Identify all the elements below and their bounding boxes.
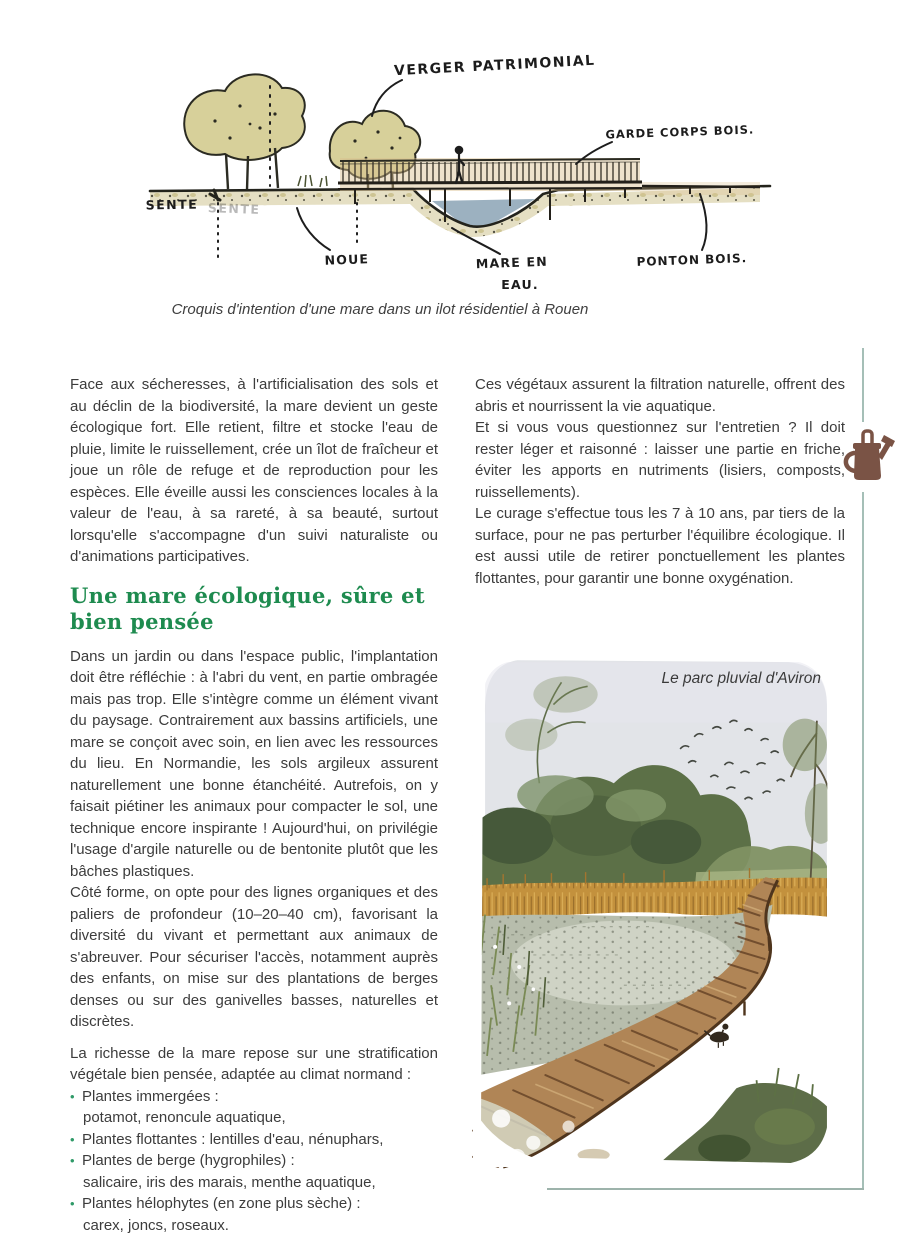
label-garde-corps: GARDE CORPS BOIS. (605, 122, 754, 141)
bullet-label: Plantes de berge (hygrophiles) : (82, 1150, 438, 1172)
list-item (70, 1086, 438, 1129)
implantation-paragraph: Dans un jardin ou dans l'espace public, l'implantation doit être réfléchie : à l'abri du vent, en partie ombragée mais pas trop. Elle s'intègre comme un élément vivant du paysage. Contrairement aux bassins artificiels, une mare se conçoit avec soin, en lien avec les ressources du lieu. En Normandie, les sols argileux assurent naturellement une bonne étanchéité. Autrefois, on y faisait piétiner les animaux pour compacter le sol, une technique encore inspirante ! Aujourd'hui, on privilégie l'usage d'argile naturelle ou de bentonite plutôt que les bâches plastiques. (70, 646, 438, 883)
pond-section-sketch (130, 36, 780, 298)
bullet-sub: salicaire, iris des marais, menthe aquatique, (82, 1172, 438, 1194)
forme-paragraph: Côté forme, on opte pour des lignes organiques et des paliers de profondeur (10–20–40 cm), favorisant la diversité du vivant et permettant aux animaux de s'abreuver. Pour sécuriser l'accès, notamment auprès des enfants, on mise sur des plantations de berges denses ou sur des ganivelles basses, naturelles et discrètes. (70, 882, 438, 1033)
list-item (70, 1193, 438, 1236)
bullet-icon (70, 1193, 82, 1215)
watercolor-scene (473, 652, 837, 1167)
bottom-right-plants (656, 1068, 827, 1167)
bullet-sub: carex, joncs, roseaux. (82, 1215, 438, 1236)
margin-rule-bottom (862, 492, 864, 1189)
label-noue: NOUE (324, 251, 369, 268)
sketch-bush (298, 175, 327, 187)
left-column (70, 374, 438, 1236)
bullet-label: Plantes hélophytes (en zone plus sèche) : (82, 1193, 438, 1215)
bullet-icon (70, 1086, 82, 1108)
sketch-caption: Croquis d'intention d'une mare dans un ilot résidentiel à Rouen (60, 301, 700, 318)
vegetaux-paragraph: Ces végétaux assurent la filtration naturelle, offrent des abris et nourrissent la vie aquatique. (475, 374, 845, 417)
plant-list (70, 1086, 438, 1236)
sketch-bridge (338, 158, 760, 222)
label-sente-faded: SENTE (208, 200, 261, 217)
park-illustration (473, 652, 837, 1167)
list-item (70, 1129, 438, 1151)
bottom-rule (547, 1188, 864, 1190)
label-sente: SENTE (146, 197, 199, 213)
bullet-sub: potamot, renoncule aquatique, (82, 1107, 438, 1129)
list-item (70, 1150, 438, 1193)
label-ponton: PONTON BOIS. (636, 251, 747, 269)
entretien-paragraph: Et si vous vous questionnez sur l'entretien ? Il doit rester léger et raisonné : laisser une partie en friche, éviter les apports en nutriments (lisiers, composts, ruissellements). (475, 417, 845, 503)
watering-can-icon (840, 424, 894, 488)
label-verger-patrimonial: VERGER PATRIMONIAL (394, 53, 596, 80)
illustration-caption: Le parc pluvial d'Aviron (662, 670, 822, 688)
right-column (475, 374, 845, 589)
bullet-icon (70, 1129, 82, 1151)
richesse-paragraph: La richesse de la mare repose sur une stratification végétale bien pensée, adaptée au climat normand : (70, 1043, 438, 1086)
section-heading: Une mare écologique, sûre et bien pensée (70, 583, 438, 635)
bullet-label: Plantes flottantes : lentilles d'eau, nénuphars, (82, 1129, 438, 1151)
margin-rule-top (862, 348, 864, 422)
intro-paragraph: Face aux sécheresses, à l'artificialisation des sols et au déclin de la biodiversité, la mare devient un geste écologique fort. Elle retient, filtre et stocke l'eau de pluie, limite le ruissellement, crée un îlot de fraîcheur et joue un rôle de refuge et de reproduction pour les espèces. Elle éveille aussi les consciences locales à la valeur de l'eau, à sa rareté, à sa beauté, surtout lorsqu'elle s'accompagne d'un suivi naturaliste ou d'animations participatives. (70, 374, 438, 568)
bullet-icon (70, 1150, 82, 1172)
bullet-label: Plantes immergées : (82, 1086, 438, 1108)
label-mare-line1: MARE EN (476, 254, 549, 272)
curage-paragraph: Le curage s'effectue tous les 7 à 10 ans, par tiers de la surface, pour ne pas perturber l'équilibre écologique. Il est aussi utile de retirer ponctuellement les plantes flottantes, pour garantir une bonne oxygénation. (475, 503, 845, 589)
label-mare-line2: EAU. (501, 277, 539, 292)
